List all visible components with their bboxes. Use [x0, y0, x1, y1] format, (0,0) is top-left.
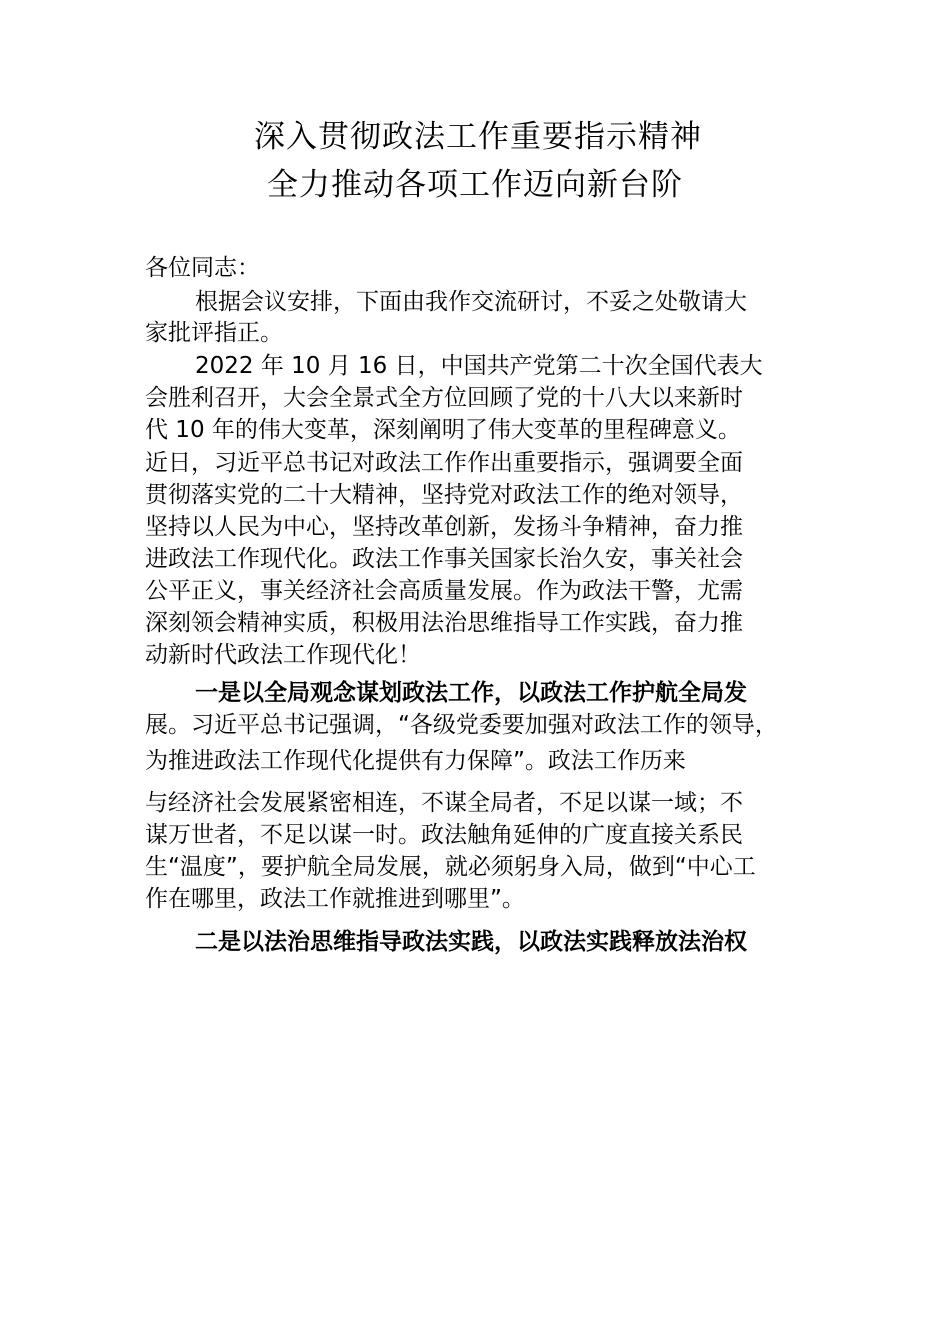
paragraph-line: 作在哪里，政法工作就推进到哪里”。: [145, 886, 525, 912]
title-line-2: 全力推动各项工作迈向新台阶: [267, 167, 683, 203]
paragraph-line: 会胜利召开，大会全景式全方位回顾了党的十八大以来新时: [145, 385, 743, 411]
paragraph-line: 公平正义，事关经济社会高质量发展。作为政法干警，尤需: [145, 578, 743, 604]
paragraph-line: 近日，习近平总书记对政法工作作出重要指示，强调要全面: [145, 450, 743, 476]
paragraph-line: [195, 926, 747, 958]
paragraph-line: 根据会议安排，下面由我作交流研讨，不妥之处敬请大: [195, 289, 747, 315]
paragraph-line: 进政法工作现代化。政法工作事关国家长治久安，事关社会: [145, 546, 743, 572]
salutation: 各位同志：: [145, 255, 260, 281]
paragraph-line: 生“温度”，要护航全局发展，就必须躬身入局，做到“中心工: [145, 854, 756, 880]
paragraph-line: 代 10 年的伟大变革，深刻阐明了伟大变革的里程碑意义。: [145, 417, 741, 443]
paragraph-line: 贯彻落实党的二十大精神，坚持党对政法工作的绝对领导，: [145, 482, 743, 508]
paragraph-line: 谋万世者，不足以谋一时。政法触角延伸的广度直接关系民: [145, 822, 743, 848]
paragraph-line: 深刻领会精神实质，积极用法治思维指导工作实践，奋力推: [145, 610, 743, 636]
paragraph-line: 展。习近平总书记强调，“各级党委要加强对政法工作的领导，: [145, 712, 778, 738]
bold-heading: 二是以法治思维指导政法实践，以政法实践释放法治权: [195, 929, 747, 955]
paragraph-line: [195, 677, 747, 709]
document-title: [0, 113, 950, 209]
paragraph-line: 动新时代政法工作现代化！: [145, 642, 421, 668]
paragraph-line: 与经济社会发展紧密相连，不谋全局者，不足以谋一域；不: [145, 790, 743, 816]
bold-heading: 一是以全局观念谋划政法工作，以政法工作护航全局发: [195, 680, 747, 706]
title-line-1: 深入贯彻政法工作重要指示精神: [254, 119, 702, 155]
paragraph-line: 为推进政法工作现代化提供有力保障”。政法工作历来: [145, 748, 686, 774]
paragraph-line: 2022 年 10 月 16 日，中国共产党第二十次全国代表大: [195, 353, 763, 379]
paragraph-line: 坚持以人民为中心，坚持改革创新，发扬斗争精神，奋力推: [145, 514, 743, 540]
paragraph-line: 家批评指正。: [145, 320, 283, 346]
